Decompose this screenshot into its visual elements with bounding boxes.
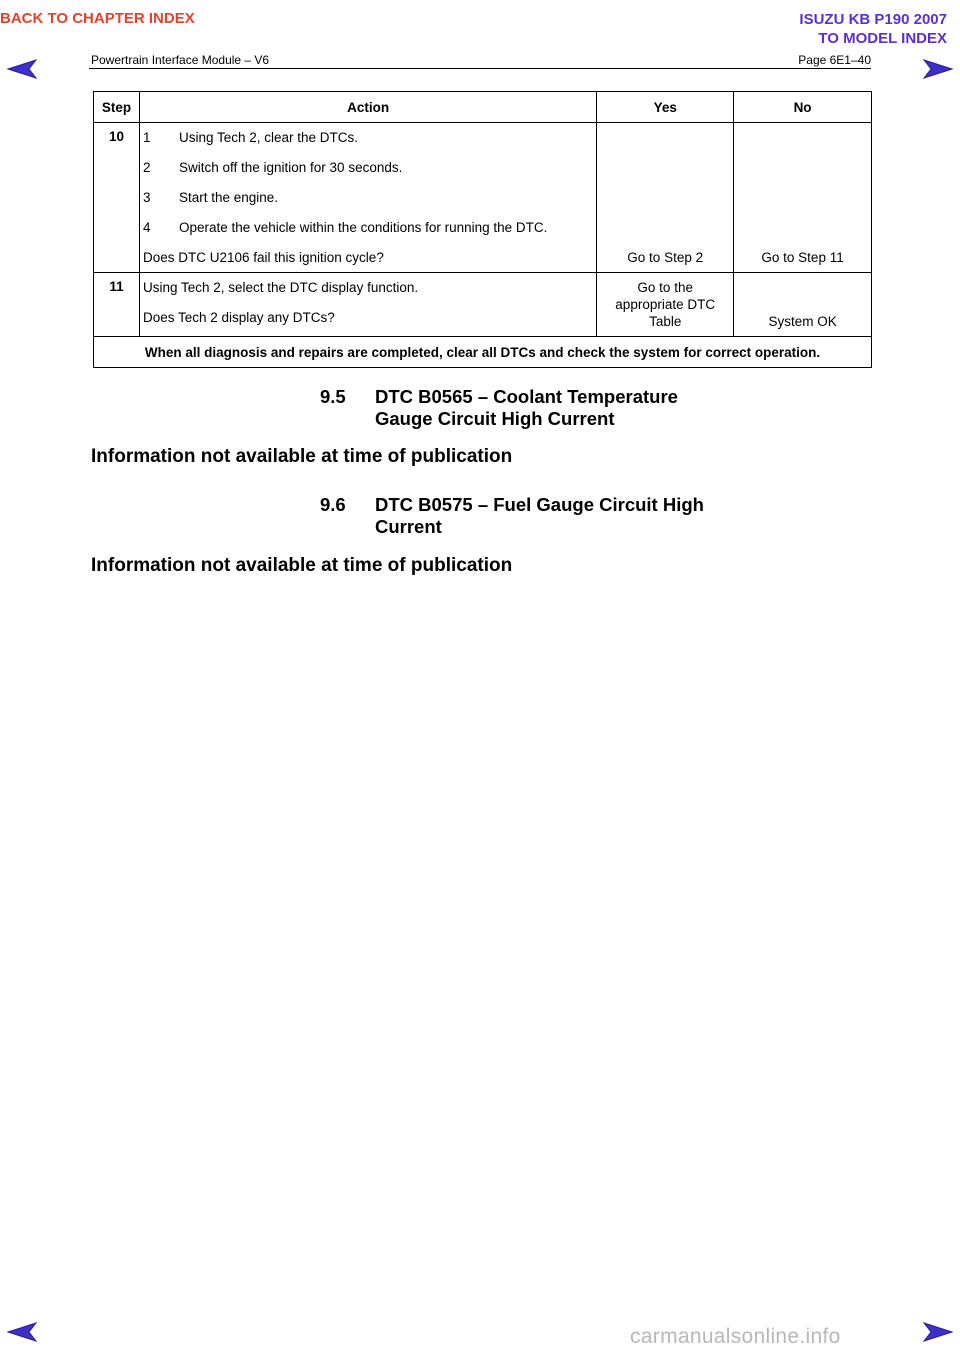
action-item-number: 3 [142, 190, 151, 205]
page-number: Page 6E1–40 [798, 53, 871, 67]
no-result: Go to Step 11 [734, 123, 872, 273]
action-item-text: Start the engine. [178, 190, 279, 205]
section-title-line: Gauge Circuit High Current [375, 408, 615, 429]
section-number: 9.6 [320, 494, 346, 515]
column-header-action: Action [139, 92, 596, 123]
model-name: ISUZU KB P190 2007 [799, 11, 947, 28]
action-question: Does Tech 2 display any DTCs? [142, 310, 335, 325]
table-row [94, 273, 872, 337]
no-result: System OK [734, 273, 872, 337]
yes-result-line: Table [649, 314, 682, 329]
step-number: 11 [94, 273, 140, 337]
model-index-header [799, 10, 947, 48]
action-instruction: Using Tech 2, select the DTC display function. [142, 280, 419, 295]
table-row [94, 123, 872, 273]
yes-result [597, 273, 734, 337]
section-note: Information not available at time of publication [91, 446, 513, 467]
section-number: 9.5 [320, 386, 346, 407]
previous-page-arrow-icon[interactable] [7, 59, 37, 79]
yes-result-line: appropriate DTC [615, 297, 716, 312]
next-page-arrow-icon[interactable] [923, 1322, 953, 1342]
section-note: Information not available at time of publication [91, 555, 513, 576]
action-item-number: 1 [142, 130, 151, 145]
section-heading [320, 494, 704, 538]
action-item [143, 159, 592, 176]
watermark: carmanualsonline.info [630, 1325, 841, 1348]
table-header-row [94, 92, 872, 123]
action-question: Does DTC U2106 fail this ignition cycle? [142, 250, 384, 265]
action-item [143, 219, 592, 236]
column-header-yes: Yes [597, 92, 734, 123]
section-title-line: DTC B0575 – Fuel Gauge Circuit High [375, 494, 704, 515]
action-item-text: Switch off the ignition for 30 seconds. [178, 160, 403, 175]
table-footer-row [94, 337, 872, 368]
back-to-chapter-index-link[interactable]: BACK TO CHAPTER INDEX [0, 10, 195, 27]
action-item-text: Using Tech 2, clear the DTCs. [178, 130, 359, 145]
to-model-index-link[interactable]: TO MODEL INDEX [818, 30, 947, 47]
action-item-number: 2 [142, 160, 151, 175]
yes-result: Go to Step 2 [597, 123, 734, 273]
document-section-title: Powertrain Interface Module – V6 [91, 53, 270, 67]
section-title-line: Current [375, 516, 442, 537]
action-item [143, 189, 592, 206]
previous-page-arrow-icon[interactable] [7, 1322, 37, 1342]
action-item-number: 4 [142, 220, 151, 235]
section-heading [320, 386, 678, 430]
header-divider [89, 68, 871, 69]
step-number: 10 [94, 123, 140, 273]
column-header-no: No [734, 92, 872, 123]
section-title-line: DTC B0565 – Coolant Temperature [375, 386, 678, 407]
column-header-step: Step [94, 92, 140, 123]
action-item-text: Operate the vehicle within the conditions for running the DTC. [178, 220, 548, 235]
next-page-arrow-icon[interactable] [923, 59, 953, 79]
yes-result-line: Go to the [637, 280, 693, 295]
diagnostic-table [93, 91, 872, 368]
completion-note: When all diagnosis and repairs are completed, clear all DTCs and check the system for correct operation. [94, 337, 872, 368]
action-item [143, 129, 592, 146]
action-cell [139, 273, 596, 337]
action-cell [139, 123, 596, 273]
